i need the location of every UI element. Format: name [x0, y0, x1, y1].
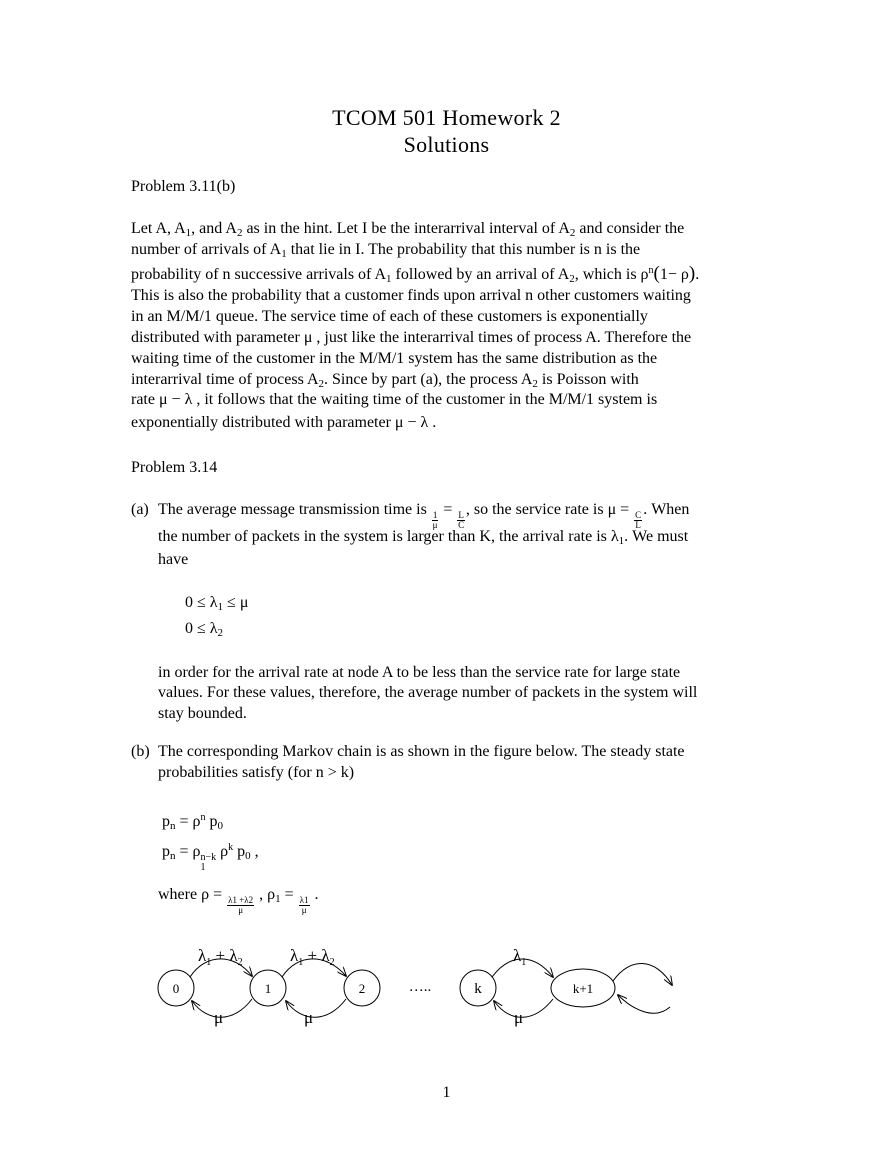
- paragraph-line: have: [158, 551, 189, 568]
- paragraph-line: values. For these values, therefore, the average number of packets in the system will: [158, 684, 698, 701]
- equation: $p_n = \rho$ n−k 1 $\rho^k$ $p_0$ ,: [162, 842, 259, 873]
- paragraph-line: the number of packets in the system is larger than K, the arrival rate is $\lambda_1$. We must: [158, 528, 689, 547]
- transition-arrow: [286, 999, 346, 1017]
- document-subtitle: Solutions: [403, 132, 490, 157]
- inequality: $0 \le \lambda_1 \le \mu$: [185, 594, 249, 613]
- paragraph-line: exponentially distributed with parameter μ − λ .: [131, 414, 437, 431]
- paragraph-line: probabilities satisfy (for n > k): [158, 764, 355, 781]
- paragraph-line: This is also the probability that a customer finds upon arrival n other customers waiting: [131, 287, 691, 304]
- arc-label: $\lambda_1 + \lambda_2$: [198, 946, 243, 968]
- paragraph-line: in order for the arrival rate at node A to be less than the service rate for large state: [158, 664, 681, 681]
- paragraph-line: stay bounded.: [158, 705, 247, 722]
- paragraph-line: The average message transmission time is $\frac{1}{\mu}$ = $\frac{L}{C}$ , so the service rate is μ = $\frac{C}{L}$ . When: [158, 501, 690, 530]
- transition-arrow: [618, 995, 670, 1013]
- state-label: 2: [358, 981, 366, 996]
- paragraph-line: interarrival time of process $A_2$. Since by part (a), the process $A_2$ is Poisson with: [131, 371, 639, 390]
- problem-heading-3-11b: Problem 3.11(b): [131, 178, 236, 195]
- inequality: $0 \le \lambda_2$: [185, 620, 224, 639]
- paragraph-line: The corresponding Markov chain is as shown in the figure below. The steady state: [158, 743, 685, 760]
- transition-arrow: [613, 963, 672, 985]
- problem-heading-3-14: Problem 3.14: [131, 459, 218, 476]
- arc-label: μ: [214, 1008, 224, 1027]
- arc-label: $\lambda_1 + \lambda_2$: [290, 946, 335, 968]
- state-label: 1: [264, 981, 272, 996]
- paragraph-line: distributed with parameter μ , just like the interarrival times of process A. Therefore the: [131, 329, 692, 346]
- markov-chain-diagram: [140, 935, 700, 1035]
- transition-arrow: [494, 999, 553, 1017]
- arc-label: μ: [304, 1008, 314, 1027]
- page-number: 1: [442, 1084, 451, 1101]
- paragraph-line: Let A, $A_1$, and $A_2$ as in the hint. Let I be the interarrival interval of $A_2$ and consider the: [131, 220, 685, 239]
- item-label-a: (a): [131, 501, 149, 518]
- ellipsis: …..: [408, 979, 432, 995]
- paragraph-line: rate μ − λ , it follows that the waiting time of the customer in the M/M/1 system is: [131, 391, 658, 408]
- paragraph-line: number of arrivals of $A_1$ that lie in I. The probability that this number is n is the: [131, 241, 641, 260]
- equation-where: where ρ = $\frac{\lambda 1 +\lambda 2}{\mu}$ , $\rho_1$ = $\frac{\lambda 1}{\mu}$ .: [158, 886, 319, 915]
- paragraph-line: in an M/M/1 queue. The service time of each of these customers is exponentially: [131, 308, 648, 325]
- paragraph-line: waiting time of the customer in the M/M/1 system has the same distribution as the: [131, 350, 658, 367]
- document-title: TCOM 501 Homework 2: [332, 105, 561, 130]
- item-label-b: (b): [131, 743, 150, 760]
- state-label: k: [474, 981, 482, 997]
- arc-label: $\lambda_1$: [513, 946, 527, 968]
- equation: $p_n = \rho^n$ $p_0$: [162, 812, 224, 832]
- paragraph-line: probability of n successive arrivals of $A_1$ followed by an arrival of $A_2$, which is $\rho^n(1- \rho)$.: [131, 263, 700, 285]
- arc-label: μ: [514, 1008, 524, 1027]
- state-label: 0: [172, 981, 180, 996]
- state-label: k+1: [572, 981, 594, 996]
